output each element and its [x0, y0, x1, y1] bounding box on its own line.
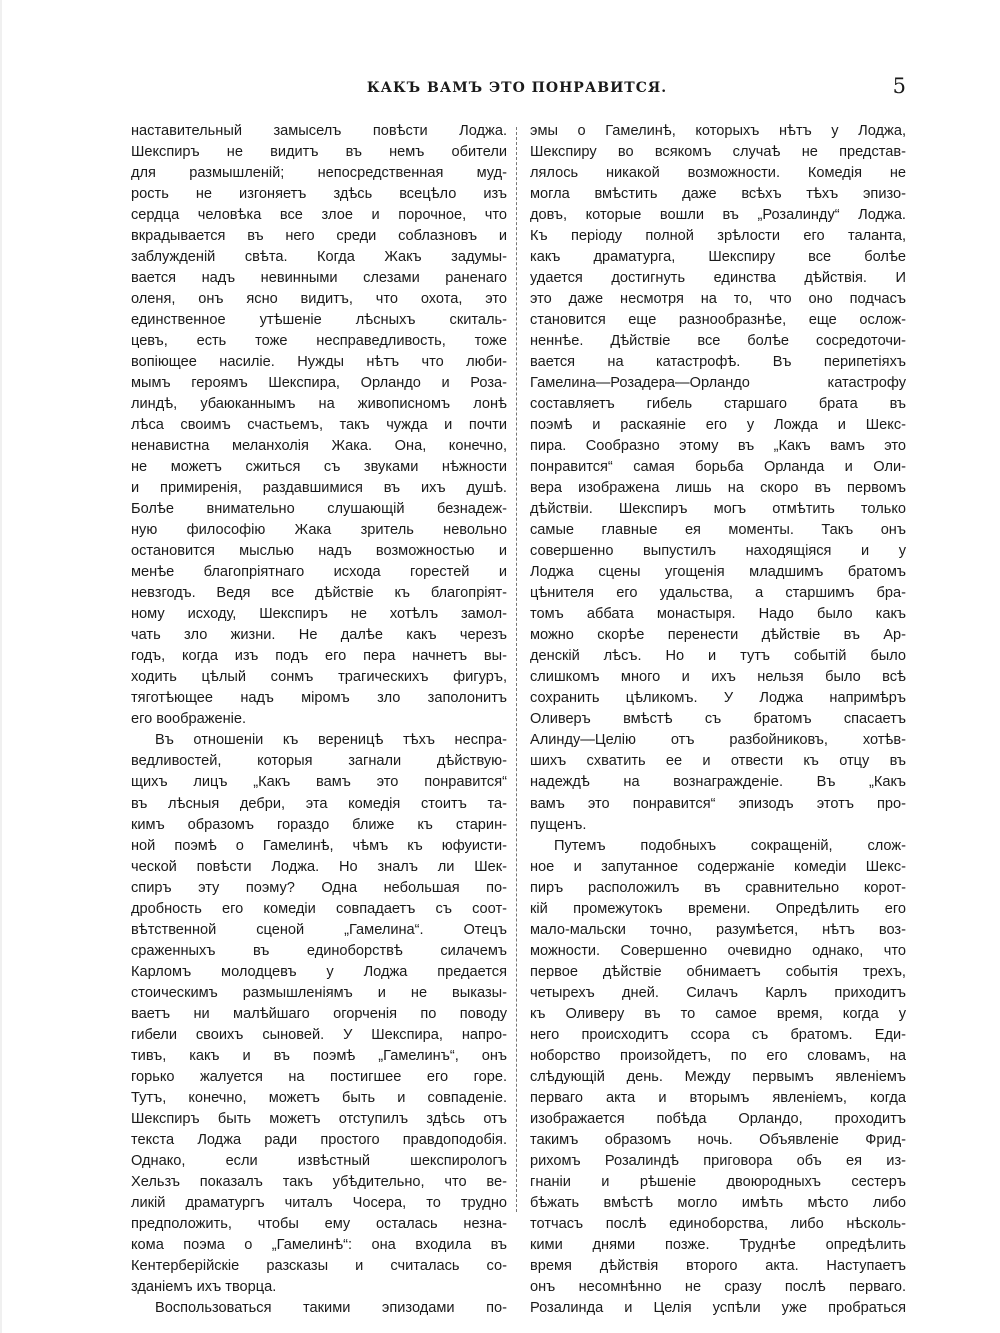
text-line: Лоджа сцены угощенія младшимъ братомъ: [530, 564, 906, 581]
column-divider: [516, 127, 517, 1212]
text-line: ному исходу, Шекспиръ не хотѣлъ замол-: [131, 606, 507, 623]
text-line: невзгодъ. Ведя все дѣйствіе къ благопріят-: [131, 585, 507, 602]
text-line: ходить цѣлый сонмъ трагическихъ фигуръ,: [131, 669, 507, 686]
text-line: такимъ образомъ ночь. Объявленіе Фрид-: [530, 1131, 906, 1148]
text-line: удается достигнуть единства дѣйствія. И: [530, 270, 906, 287]
left-column: [131, 121, 507, 1319]
text-line: слѣдующій день. Между первымъ явленіемъ: [530, 1068, 906, 1085]
text-line: и примиренія, раздавшимися въ ихъ душѣ.: [131, 480, 507, 497]
text-line: наставительный замыселъ повѣсти Лоджа.: [131, 123, 507, 139]
text-line: въ лѣсныя дебри, эта комедія стоитъ та-: [131, 795, 507, 812]
text-line: Тутъ, конечно, можетъ быть и совпаденіе.: [131, 1089, 507, 1106]
text-line: Шекспиру во всякомъ случаѣ не представ-: [530, 144, 906, 161]
text-line: его воображеніе.: [131, 711, 247, 728]
text-line: къ Оливеру въ то самое время, когда у: [530, 1005, 906, 1022]
text-line: кими днями позже. Труднѣе опредѣлить: [530, 1236, 906, 1253]
text-line: Розалинда и Целія успѣли уже пробраться: [530, 1299, 906, 1316]
running-title: КАКЪ ВАМЪ ЭТО ПОНРАВИТСЯ.: [366, 80, 668, 96]
text-line: Однако, если извѣстный шекспирологъ: [131, 1152, 507, 1169]
text-line: текста Лоджа ради простого правдоподобія.: [131, 1131, 507, 1148]
text-line: кимъ образомъ гораздо ближе къ старин-: [131, 816, 507, 833]
text-line: довъ, которые вошли въ „Розалинду“ Лоджа.: [530, 207, 906, 224]
text-line: остановится мыслью надъ возможностью и: [131, 543, 507, 560]
text-line: Гамелина—Розадера—Орландо катастрофу: [530, 375, 906, 392]
text-line: кома поэма о „Гамелинѣ“: она входила въ: [131, 1236, 507, 1253]
text-line: шихъ схватить ее и отвести къ отцу въ: [530, 753, 906, 770]
text-line: Кентерберійскіе разсказы и считалась со-: [131, 1257, 507, 1274]
text-line: тотчасъ послѣ единоборства, либо нѣсколь-: [530, 1215, 906, 1232]
text-line: Оливеръ вмѣстѣ съ братомъ спасаетъ: [530, 711, 906, 728]
text-line: вается на катастрофѣ. Въ перипетіяхъ: [530, 354, 906, 371]
text-line: денскій лѣсъ. Но и тутъ событій было: [530, 648, 906, 665]
right-column: [530, 121, 906, 1319]
text-line: Воспользоваться такими эпизодами по-: [155, 1299, 507, 1316]
text-line: тяготѣющее надъ міромъ зло заполонитъ: [131, 690, 507, 707]
text-line: эмы о Гамелинѣ, которыхъ нѣтъ у Лоджа,: [530, 123, 906, 139]
text-line: ненавистна меланхолія Жака. Она, конечно,: [131, 438, 507, 455]
text-line: оленя, онъ ясно видитъ, что охота, это: [131, 291, 507, 308]
text-line: ваетъ ни малѣйшаго огорченія по поводу: [131, 1005, 507, 1022]
text-line: Въ отношеніи къ вереницѣ тѣхъ неспра-: [155, 732, 507, 749]
text-line: сохранить цѣликомъ. У Лоджа напримѣръ: [530, 690, 906, 707]
text-line: Путемъ подобныхъ сокращеній, слож-: [554, 837, 906, 854]
text-line: линдѣ, убаюканнымъ на живописномъ лонѣ: [131, 396, 507, 413]
text-line: Алинду—Целію отъ разбойниковъ, хотѣв-: [530, 732, 906, 749]
text-line: чать зло жизни. Не далѣе какъ черезъ: [131, 627, 507, 644]
text-line: гнаніи и рѣшеніе двоюродныхъ сестеръ: [530, 1173, 906, 1190]
text-line: зданіемъ ихъ творца.: [131, 1278, 277, 1295]
text-line: составляетъ гибель старшаго брата въ: [530, 396, 906, 413]
text-line: ноборство произойдетъ, по его словамъ, на: [530, 1047, 906, 1064]
text-line: предположить, чтобы ему осталась незна-: [131, 1215, 507, 1232]
text-line: сраженныхъ въ единоборствѣ силачемъ: [131, 942, 507, 959]
text-line: заблужденій свѣта. Когда Жакъ задумы-: [131, 249, 507, 266]
text-line: бѣжать вмѣстѣ могло имѣть мѣсто либо: [530, 1194, 906, 1211]
text-line: вопіющее насиліе. Нужды нѣтъ что люби-: [131, 354, 507, 371]
text-line: лѣса своимъ счастьемъ, такъ чужда и почти: [131, 417, 507, 434]
text-line: мало-мальски точно, разумѣется, нѣтъ воз-: [530, 921, 906, 938]
text-line: можности. Совершенно очевидно однако, что: [530, 942, 906, 959]
text-line: лялось никакой возможности. Комедія не: [530, 165, 906, 182]
text-line: четырехъ дней. Силачъ Карлъ приходитъ: [530, 984, 906, 1001]
text-line: ной поэмѣ о Гамелинѣ, чѣмъ къ юфуисти-: [131, 837, 507, 854]
text-line: вамъ это понравится“ эпизодъ этотъ про-: [530, 795, 906, 812]
text-line: дробность его комедіи совпадаетъ съ соот-: [131, 900, 507, 917]
text-line: Шекспиръ быть можетъ отступилъ здѣсь отъ: [131, 1110, 507, 1127]
text-line: горько жалуется на постигшее его горе.: [131, 1068, 507, 1085]
text-line: вкрадывается въ него среди соблазновъ и: [131, 228, 507, 245]
text-line: перваго акта и вторымъ явленіемъ, когда: [530, 1089, 906, 1106]
page-header: [128, 74, 906, 104]
text-line: ческой повѣсти Лоджа. Но зналъ ли Шек-: [131, 858, 507, 875]
text-line: пира. Сообразно этому въ „Какъ вамъ это: [530, 438, 906, 455]
text-line: не можетъ сжиться съ звуками нѣжности: [131, 459, 507, 476]
text-line: цѣнителя его удальства, а старшимъ бра-: [530, 585, 906, 602]
text-line: становится еще разнообразнѣе, еще ослож-: [530, 312, 906, 329]
text-line: совершенно выпустилъ находящіяся и у: [530, 543, 906, 560]
text-line: спиръ эту поэму? Одна небольшая по-: [131, 879, 507, 896]
text-line: это даже несмотря на то, что оно подчасъ: [530, 291, 906, 308]
text-line: слишкомъ много и ихъ нельзя было всѣ: [530, 669, 906, 686]
text-line: время дѣйствія второго акта. Наступаетъ: [530, 1257, 906, 1274]
text-line: Карломъ молодцевъ у Лоджа предается: [131, 963, 507, 980]
text-line: вера изображена лишь на скоро въ первомъ: [530, 480, 906, 497]
text-line: тивъ, какъ и въ поэмѣ „Гамелинъ“, онъ: [131, 1047, 507, 1064]
text-line: понравится“ самая борьба Орланда и Оли-: [530, 459, 906, 476]
text-line: гибели своихъ сыновей. У Шекспира, напро-: [131, 1026, 507, 1043]
text-line: изображается побѣда Орландо, проходитъ: [530, 1110, 906, 1127]
text-line: первое дѣйствіе обнимаетъ событія трехъ,: [530, 963, 906, 980]
text-line: кій промежутокъ времени. Опредѣлить его: [530, 900, 906, 917]
text-line: могла вмѣстить даже всѣхъ тѣхъ эпизо-: [530, 186, 906, 203]
text-line: неннѣе. Дѣйствіе все болѣе сосредоточи-: [530, 333, 906, 350]
text-line: дѣйствіи. Шекспиръ могъ отмѣтить только: [530, 501, 906, 518]
text-line: самые главные ея моменты. Такъ онъ: [530, 522, 906, 539]
text-line: мымъ героямъ Шекспира, Орландо и Роза-: [131, 375, 507, 392]
text-line: ную философію Жака зритель невольно: [131, 522, 507, 539]
text-line: томъ аббата монастыря. Надо было какъ: [530, 606, 906, 623]
text-line: ведливостей, которыя загнали дѣйствую-: [131, 753, 507, 770]
text-line: вается надъ невинными слезами раненаго: [131, 270, 507, 287]
text-line: стоическимъ размышленіямъ и не выказы-: [131, 984, 507, 1001]
text-line: единственное утѣшеніе лѣсныхъ скиталь-: [131, 312, 507, 329]
text-line: Шекспиръ не видитъ въ немъ обители: [131, 144, 507, 161]
text-line: сердца человѣка все злое и порочное, что: [131, 207, 507, 224]
text-line: годъ, когда изъ подъ его пера начнетъ вы-: [131, 648, 507, 665]
text-line: онъ несомнѣнно не сразу послѣ перваго.: [530, 1278, 906, 1295]
text-line: вѣтственной сценой „Гамелина“. Отецъ: [131, 921, 507, 938]
text-line: ликій драматургъ читалъ Чосера, то трудно: [131, 1194, 507, 1211]
text-line: рость не изгоняетъ здѣсь всецѣло изъ: [131, 186, 507, 203]
text-line: рихомъ Розалиндѣ приговора объ ея из-: [530, 1152, 906, 1169]
text-line: ное и запутанное содержаніе комедіи Шекс-: [530, 858, 906, 875]
text-line: менѣе благопріятнаго исхода горестей и: [131, 564, 507, 581]
text-line: него происходитъ ссора съ братомъ. Еди-: [530, 1026, 906, 1043]
text-line: для размышленій; непосредственная муд-: [131, 165, 507, 182]
text-line: можно скорѣе перенести дѣйствіе въ Ар-: [530, 627, 906, 644]
text-line: щихъ лицъ „Какъ вамъ это понравится“: [131, 774, 507, 791]
text-line: надеждѣ на вознагражденіе. Въ „Какъ: [530, 774, 906, 791]
text-line: поэмѣ и раскаяніе его у Ложда и Шекс-: [530, 417, 906, 434]
text-line: Болѣе внимательно слушающій безнадеж-: [131, 501, 507, 518]
text-line: какъ драматурга, Шекспиру все болѣе: [530, 249, 906, 266]
text-line: пиръ расположилъ въ сравнительно корот-: [530, 879, 906, 896]
page-number: 5: [892, 74, 906, 98]
text-line: пущенъ.: [530, 816, 587, 833]
text-line: цевъ, есть тоже несправедливость, тоже: [131, 333, 507, 350]
text-line: Къ періоду полной зрѣлости его таланта,: [530, 228, 906, 245]
text-line: Хельзъ показалъ такъ убѣдительно, что ве-: [131, 1173, 507, 1190]
